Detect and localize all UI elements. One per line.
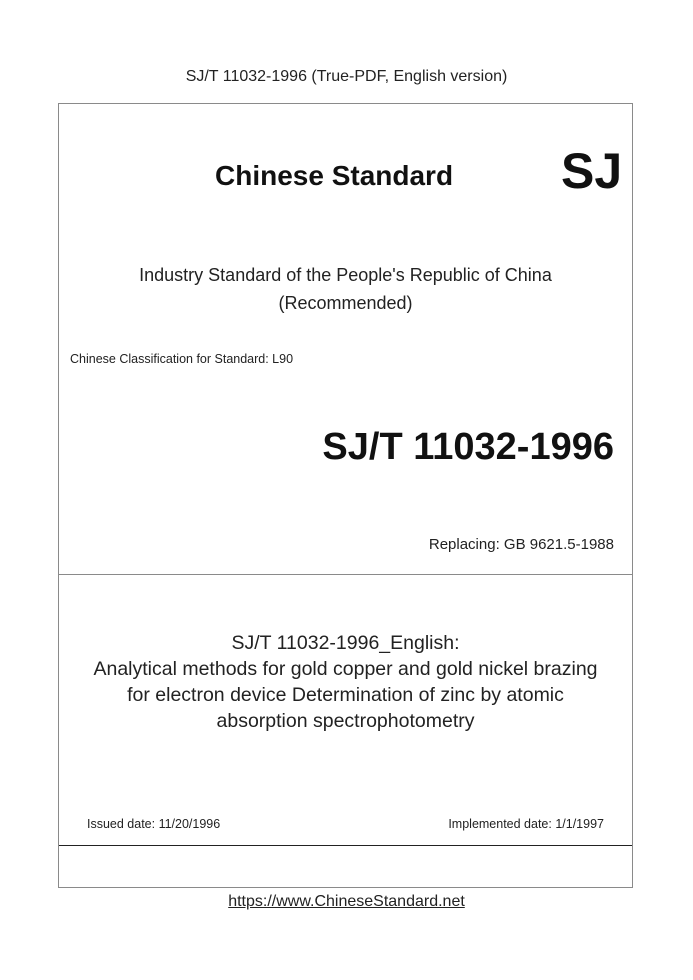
cover-top-section: [59, 104, 632, 575]
cover-bottom-box: [59, 845, 632, 888]
industry-line-2: (Recommended): [278, 293, 413, 313]
page-header-title: SJ/T 11032-1996 (True-PDF, English version): [185, 68, 508, 85]
issued-date: Issued date: 11/20/1996: [87, 817, 221, 831]
classification-text: Chinese Classification for Standard: L90: [70, 352, 294, 366]
replacing-text: Replacing: GB 9621.5-1988: [428, 536, 614, 553]
chinese-standard-heading: Chinese Standard: [215, 160, 454, 191]
document-title-line-3: for electron device Determination of zinc by atomic: [127, 684, 564, 706]
document-title-line-4: absorption spectrophotometry: [216, 710, 475, 732]
industry-line-1: Industry Standard of the People's Republic of China: [139, 265, 552, 285]
cover-frame: [58, 103, 633, 888]
document-title-line-2: Analytical methods for gold copper and gold nickel brazing: [93, 658, 598, 680]
sj-logo: SJ: [561, 143, 623, 199]
industry-standard-heading: [59, 261, 632, 317]
standard-number: SJ/T 11032-1996: [322, 426, 614, 468]
implemented-date: Implemented date: 1/1/1997: [448, 817, 604, 831]
cover-title-section: [59, 575, 632, 845]
document-title-line-1: SJ/T 11032-1996_English:: [231, 632, 460, 654]
document-title: [59, 630, 632, 734]
website-link[interactable]: https://www.ChineseStandard.net: [228, 893, 465, 910]
